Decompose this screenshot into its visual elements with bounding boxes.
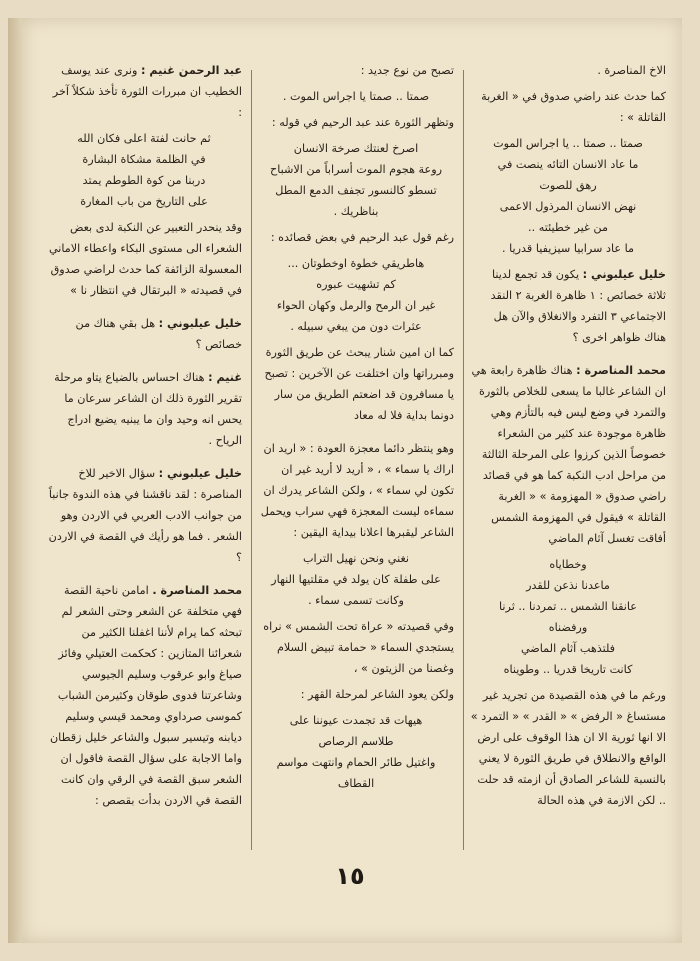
speech-text: سؤال الاخير للاخ المناصرة : لقد ناقشنا في هذه الندوة جانباً من جوانب الادب العربي في الاردن وهو الشعر . فما هو رأيك في القصة في الاردن ؟ [48, 467, 242, 564]
paragraph: رغم قول عبد الرحيم في بعض قصائده : [270, 231, 454, 244]
speech-text: هناك احساس بالضياع يتاو مرحلة تقرير الثورة ذلك ان الشاعر سرعان ما يحس انه وحيد وان ما يبنيه يضيع ادراج الرياح . [54, 371, 242, 447]
poem-line: ماعدنا نذعن للقدر [526, 579, 610, 592]
poem-excerpt [258, 710, 454, 794]
speaker-name: خليل عيلبوني : [158, 317, 242, 330]
dialogue-paragraph [46, 313, 242, 355]
paragraph: وتظهر الثورة عند عبد الرحيم في قوله : [271, 116, 454, 129]
paragraph: ورغم ما في هذه القصيدة من تجريد غير مستساغ « الرفض » « القدر » « التمرد » الا انها ثورية الا ان هذا الوقوف على ارض الواقع والانطلاق في طريق الثورة لا يعني بالنسبة للشاعر الصادق أن ازمته قد حلت .. لكن الازمة في هذه الحالة [470, 689, 666, 807]
speaker-name: عبد الرحمن غنيم : [140, 64, 242, 77]
poem-line: بناظريك . [333, 205, 379, 218]
poem-line: القطاف [337, 777, 375, 790]
page-number: ١٥ [335, 862, 365, 890]
text-column-left [46, 60, 242, 860]
poem-line: رهق للصوت [539, 179, 597, 192]
poem-line: في الظلمة مشكاة البشارة [82, 153, 206, 166]
poem-line: طلاسم الرصاص [318, 735, 394, 748]
poem-excerpt [258, 86, 454, 107]
poem-line: تسطو كالنسور تجفف الدمع المطل [275, 184, 437, 197]
poem-line: ثم حانت لفتة اعلى فكان الله [77, 132, 211, 145]
poem-line: هيهات قد تجمدت عيوننا على [289, 714, 423, 727]
poem-line: ما عاد الانسان التائه ينصت في [497, 158, 639, 171]
poem-line: من غير خطيئته .. [528, 221, 608, 234]
poem-line: روعة هجوم الموت أسراباً من الاشباح [269, 163, 443, 176]
poem-line: فلتذهب آثام الماضي [520, 642, 616, 655]
speech-text: يكون قد تجمع لدينا ثلاثة خصائص : ١ ظاهرة الغربة ٢ النقد الاجتماعي ٣ التفرد والانغلاق والآن هل هناك ظواهر اخرى ؟ [490, 268, 666, 344]
poem-excerpt [470, 133, 666, 259]
speaker-name: خليل عيلبوني : [582, 268, 666, 281]
speaker-name: غنيم : [208, 371, 242, 384]
poem-line: ورفضناه [548, 621, 588, 634]
dialogue-paragraph [46, 580, 242, 811]
poem-excerpt [258, 548, 454, 611]
poem-line: نغني ونحن نهيل التراب [303, 552, 409, 565]
speech-text: هناك ظاهرة رابعة هي ان الشاعر غالبا ما يسعى للخلاص بالثورة والتمرد في وضع ليس فيه بالتأزم وهي ظاهرة موجودة عند كثير من الشعراء خصوصاً الذين كرزوا على المرحلة الثالثة من مراحل ادب النكبة كما هو في قصائد راضي صدوق « المهزومة » « الغربة القاتلة » فيقول في المهزومة الشمس أفاقت تغسل آثام الماضي [471, 364, 666, 545]
paragraph: تصبح من نوع جديد : [360, 64, 454, 77]
poem-excerpt [46, 128, 242, 212]
poem-line: على طفلة كان يولد في مقلتيها النهار [271, 573, 441, 586]
poem-line: عانقنا الشمس .. تمردنا .. ثرنا [499, 600, 637, 613]
speaker-name: محمد المناصرة . [152, 584, 242, 597]
speech-text: ونرى عند يوسف الخطيب ان مبررات الثورة تأخذ شكلاً آخر : [52, 64, 242, 119]
paragraph: وفي قصيدته « عراة تحت الشمس » نراه يستجدي السماء « حمامة تبيض السلام وغصنا من الزيتون » ، [263, 620, 454, 675]
dialogue-paragraph [470, 360, 666, 549]
paragraph: وقد ينحدر التعبير عن النكبة لدى بعض الشعراء الى مستوى البكاء واعطاء الاماني المعسولة الزائفة كما حدث لراضي صدوق في قصيدته « البرتقال في انتظار نا » [48, 221, 242, 297]
dialogue-paragraph [470, 264, 666, 348]
paragraph: الاخ المناصرة . [597, 64, 666, 77]
speaker-name: محمد المناصرة : [576, 364, 666, 377]
paragraph: ولكن يعود الشاعر لمرحلة القهر : [300, 688, 454, 701]
poem-line: على التاريخ من باب المغارة [80, 195, 208, 208]
poem-line: هاطريقي خطوة اوخطوتان ... [287, 257, 425, 270]
poem-line: كانت تاريخا قدريا .. وطويناه [503, 663, 633, 676]
dialogue-paragraph [46, 463, 242, 568]
poem-line: وخطاياه [549, 558, 587, 571]
poem-line: اصرخ لعنتك صرخة الانسان [293, 142, 419, 155]
column-rule [251, 70, 252, 850]
speech-text: امامن ناحية القصة فهي متخلفة عن الشعر وحتى الشعر لم تبحثه كما يرام لأننا اغفلنا الكثير من شعرائنا المتازين : كحكمت العتيلي وفائز صياغ وابو عرقوب وسليم الجيوسي وشاعرتنا فدوى طوقان وكثيرمن الشباب كموسى صرداوي ومحمد قيسي وسليم ديابنه وتيسير سبول والشاعر خليل زقطان واما الاجابة على سؤال القصة فاقول ان الشعر سبق القصة في الرقي وان كانت القصة في الاردن بدأت بقصص : [49, 584, 242, 807]
poem-line: نهض الانسان المرذول الاعمى [499, 200, 637, 213]
column-rule [463, 70, 464, 850]
dialogue-paragraph [46, 367, 242, 451]
dialogue-paragraph [46, 60, 242, 123]
poem-line: وكانت تسمى سماء . [308, 594, 404, 607]
poem-line: واغتيل طائر الحمام وانتهت مواسم [276, 756, 436, 769]
poem-line: كم تشهيت عبوره [316, 278, 396, 291]
poem-line: صمتا .. صمتا .. يا اجراس الموت [493, 137, 643, 150]
poem-line: غير ان الرمح والرمل وكهان الحواء [276, 299, 436, 312]
poem-excerpt [470, 554, 666, 680]
text-column-right [470, 60, 666, 860]
poem-excerpt [258, 138, 454, 222]
poem-line: عثرات دون من يبغي سبيله . [290, 320, 422, 333]
paragraph: وهو ينتظر دائما معجزة العودة : « اريد ان اراك يا سماء » ، « أريد لا أريد غير ان تكون لي سماء » ، ولكن الشاعر يدرك ان سماءه ليست المعجزة فهي سراب ويحمل الشاعر ليقبرها اعلانا بيداية اليقين : [260, 442, 454, 539]
speech-text: هل بقي هناك من خصائص ؟ [75, 317, 242, 351]
poem-line: صمتا .. صمتا يا اجراس الموت . [282, 90, 430, 103]
paragraph: كما حدث عند راضي صدوق في « الغربة القاتلة » : [481, 90, 666, 124]
poem-line: دربنا من كوة الطوطم يمتد [82, 174, 206, 187]
poem-excerpt [258, 253, 454, 337]
speaker-name: خليل عيلبوني : [158, 467, 242, 480]
paragraph: كما ان امين شنار يبحث عن طريق الثورة ومبرراتها وان اختلفت عن الآخرين : تصبح يا مسافرون قد اضعتم الطريق من سار دونما بداية فلا له معاد [264, 346, 454, 422]
text-column-middle [258, 60, 454, 860]
poem-line: ما عاد سرابيا سيزيفيا قدريا . [502, 242, 634, 255]
